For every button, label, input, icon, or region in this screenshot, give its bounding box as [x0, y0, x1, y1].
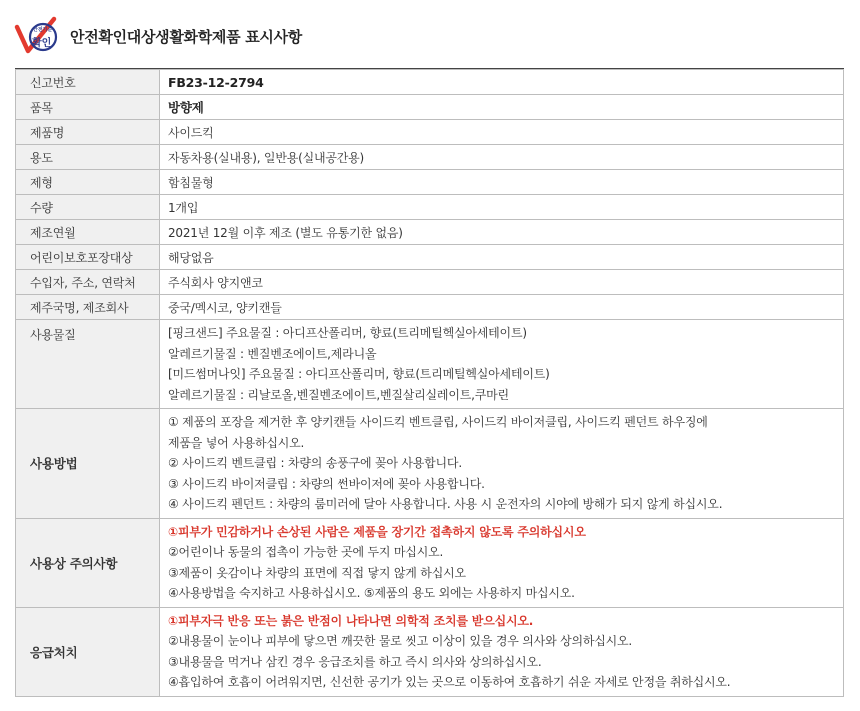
report-number: FB23-12-2794: [160, 70, 844, 95]
usage-line: ② 사이드킥 벤트클립 : 차량의 송풍구에 꽂아 사용합니다.: [168, 456, 462, 470]
materials-line: 알레르기물질 : 리날로올,벤질벤조에이트,벤질살리실레이트,쿠마린: [168, 387, 509, 402]
materials-line: [미드썸머나잇] 주요물질 : 아디프산폴리머, 향료(트리메틸헥실아세테이트): [168, 367, 550, 381]
table-row: [16, 95, 844, 120]
materials-line: 알레르기물질 : 벤질벤조에이트,제라니올: [168, 346, 377, 361]
table-row-firstaid: [16, 607, 844, 696]
product-form: 함침물형: [160, 170, 844, 195]
product-info-table: [15, 69, 844, 697]
table-row: [16, 170, 844, 195]
caution-line: ④사용방법을 숙지하고 사용하십시오. ⑤제품의 용도 외에는 사용하지 마십시오.: [168, 586, 575, 600]
caution-highlight: ①피부가 민감하거나 손상된 사람은 제품을 장기간 접촉하지 않도록 주의하십시오: [168, 524, 586, 539]
row-label: 품목: [16, 95, 160, 120]
caution-line: ②어린이나 동물의 접촉이 가능한 곳에 두지 마십시오.: [168, 545, 444, 559]
caution-line: ③제품이 옷감이나 차량의 표면에 직접 닿지 않게 하십시오: [168, 565, 466, 580]
table-row-usage: [16, 409, 844, 519]
safety-check-logo: [14, 13, 60, 59]
manufacture-date: 2021년 12월 이후 제조 (별도 유통기한 없음): [160, 220, 844, 245]
row-label: 제형: [16, 170, 160, 195]
usage-line: 제품을 넣어 사용하십시오.: [168, 435, 305, 450]
usage-line: ③ 사이드킥 바이저클립 : 차량의 썬바이저에 꽂아 사용합니다.: [168, 476, 485, 491]
row-label: 제품명: [16, 120, 160, 145]
logo-big-text: 확인: [32, 38, 52, 49]
header: [14, 12, 844, 60]
usage-line: ④ 사이드킥 펜던트 : 차량의 룸미러에 달아 사용합니다. 사용 시 운전자의 시야에 방해가 되지 않게 하십시오.: [168, 497, 723, 511]
table-row: [16, 245, 844, 270]
product-name: 사이드킥: [160, 120, 844, 145]
usage-content: [160, 409, 844, 519]
product-category: 방향제: [160, 95, 844, 120]
firstaid-line: ②내용물이 눈이나 피부에 닿으면 깨끗한 물로 씻고 이상이 있을 경우 의사와 상의하십시오.: [168, 634, 633, 648]
importer-info: 주식회사 양지앤코: [160, 270, 844, 295]
materials-content: [160, 320, 844, 409]
product-quantity: 1개입: [160, 195, 844, 220]
table-row: [16, 270, 844, 295]
row-label: 용도: [16, 145, 160, 170]
row-label: 응급처치: [16, 607, 160, 696]
row-label: 제주국명, 제조회사: [16, 295, 160, 320]
firstaid-highlight: ①피부자극 반응 또는 붉은 반점이 나타나면 의학적 조치를 받으십시오.: [168, 613, 534, 628]
row-label: 어린이보호포장대상: [16, 245, 160, 270]
child-protection: 해당없음: [160, 245, 844, 270]
row-label: 신고번호: [16, 70, 160, 95]
table-row: [16, 295, 844, 320]
page-title: 안전확인대상생활화학제품 표시사항: [70, 27, 302, 46]
logo-small-text: 안전기준: [33, 27, 53, 33]
row-label: 사용물질: [16, 320, 160, 409]
table-row: [16, 70, 844, 95]
table-row: [16, 195, 844, 220]
table-row: [16, 220, 844, 245]
table-row-caution: [16, 518, 844, 607]
row-label: 수량: [16, 195, 160, 220]
row-label: 수입자, 주소, 연락처: [16, 270, 160, 295]
table-row-materials: [16, 320, 844, 409]
row-label: 사용상 주의사항: [16, 518, 160, 607]
product-usage: 자동차용(실내용), 일반용(실내공간용): [160, 145, 844, 170]
caution-content: [160, 518, 844, 607]
firstaid-line: ③내용물을 먹거나 삼킨 경우 응급조치를 하고 즉시 의사와 상의하십시오.: [168, 654, 542, 669]
firstaid-content: [160, 607, 844, 696]
materials-line: [핑크샌드] 주요물질 : 아디프산폴리머, 향료(트리메틸헥실아세테이트): [168, 326, 527, 340]
manufacturer-info: 중국/멕시코, 양키캔들: [160, 295, 844, 320]
table-row: [16, 145, 844, 170]
firstaid-line: ④흡입하여 호흡이 어려워지면, 신선한 공기가 있는 곳으로 이동하여 호흡하기 쉬운 자세로 안정을 취하십시오.: [168, 675, 731, 689]
row-label: 제조연월: [16, 220, 160, 245]
row-label: 사용방법: [16, 409, 160, 519]
table-row: [16, 120, 844, 145]
usage-line: ① 제품의 포장을 제거한 후 양키캔들 사이드킥 벤트클립, 사이드킥 바이저클립, 사이드킥 펜던트 하우징에: [168, 415, 708, 429]
